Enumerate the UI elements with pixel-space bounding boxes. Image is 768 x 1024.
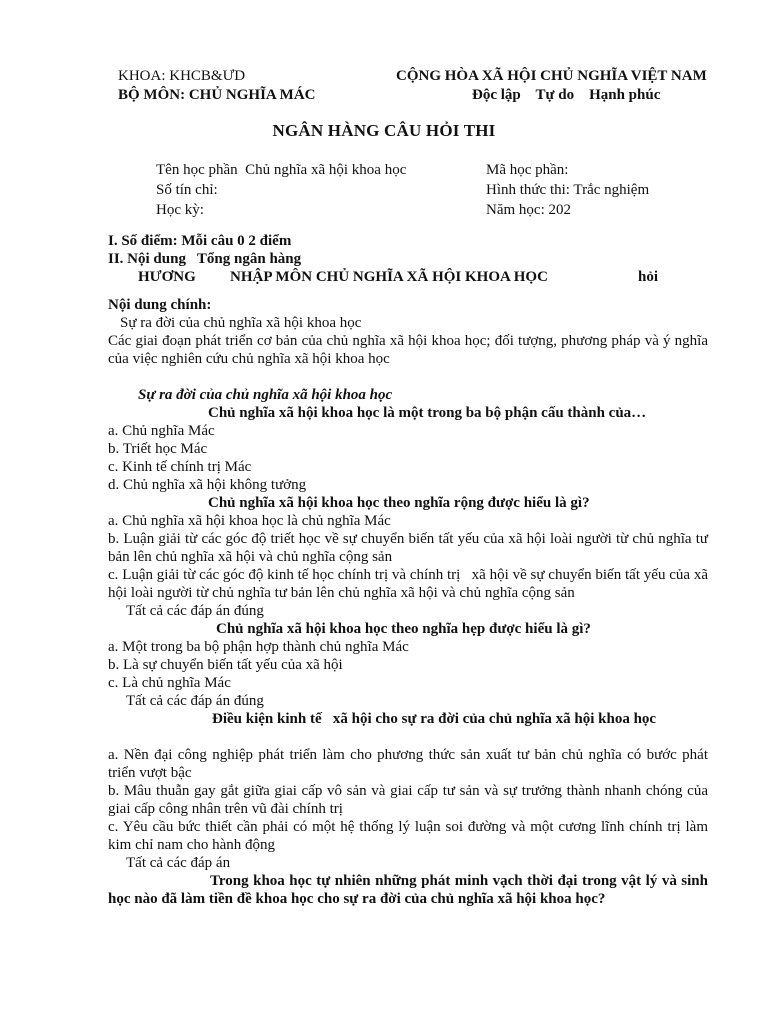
credits-label: Số tín chỉ: [156, 182, 218, 198]
answer-option: Tất cả các đáp án [126, 855, 231, 871]
chapter-suffix: hỏi [638, 269, 659, 285]
main-content-label: Nội dung chính: [108, 297, 212, 313]
answer-option: c. Kinh tế chính trị Mác [108, 459, 252, 475]
answer-option: c. Là chủ nghĩa Mác [108, 675, 231, 691]
course-name: Tên học phần Chủ nghĩa xã hội khoa học [156, 162, 407, 178]
answer-option: a. Một trong ba bộ phận hợp thành chủ nghĩa Mác [108, 639, 409, 655]
question: Điều kiện kinh tế xã hội cho sự ra đời của chủ nghĩa xã hội khoa học [212, 711, 657, 727]
question: Chủ nghĩa xã hội khoa học theo nghĩa hẹp được hiểu là gì? [216, 621, 591, 637]
answer-option: b. Mâu thuẫn gay gắt giữa giai cấp vô sản và giai cấp tư sản và sự trưởng thành nhanh chóng của giai cấp công nhân trên vũ đài chính trị [108, 783, 708, 817]
question: Trong khoa học tự nhiên những phát minh vạch thời đại trong vật lý và sinh học nào đã làm tiền đề khoa học cho sự ra đời của chủ nghĩa xã hội khoa học? [108, 873, 708, 907]
header-right [396, 67, 707, 105]
answer-option: d. Chủ nghĩa xã hội không tưởng [108, 477, 307, 493]
question: Chủ nghĩa xã hội khoa học là một trong ba bộ phận cấu thành của… [208, 405, 647, 421]
document-body [108, 232, 712, 908]
faculty-label: KHOA: KHCB&ƯD [118, 68, 246, 84]
exam-form-label: Hình thức thi: Trắc nghiệm [486, 182, 650, 198]
answer-option: a. Chủ nghĩa xã hội khoa học là chủ nghĩa Mác [108, 513, 391, 529]
main-point: Các giai đoạn phát triển cơ bản của chủ nghĩa xã hội khoa học; đối tượng, phương pháp và ý nghĩa của việc nghiên cứu chủ nghĩa xã hội khoa học [108, 333, 708, 367]
section-score: I. Số điểm: Mỗi câu 0 2 điểm [108, 233, 292, 249]
semester-label: Học kỳ: [156, 202, 204, 218]
course-code-label: Mã học phần: [486, 162, 569, 178]
answer-option: a. Chủ nghĩa Mác [108, 423, 215, 439]
year-label: Năm học: 202 [486, 202, 571, 218]
chapter-title: NHẬP MÔN CHỦ NGHĨA XÃ HỘI KHOA HỌC [230, 269, 548, 285]
department-label: BỘ MÔN: CHỦ NGHĨA MÁC [118, 87, 316, 103]
answer-option: c. Yêu cầu bức thiết cần phải có một hệ thống lý luận soi đường và một cương lĩnh chính trị làm kim chỉ nam cho hành động [108, 819, 708, 853]
answer-option: b. Luận giải từ các góc độ triết học về sự chuyển biến tất yếu của xã hội loài người từ chủ nghĩa tư bản lên chủ nghĩa xã hội và chủ nghĩa cộng sản [108, 531, 712, 565]
chapter-heading [108, 268, 708, 286]
answer-option: Tất cả các đáp án đúng [126, 603, 264, 619]
section-content: II. Nội dung Tổng ngân hàng [108, 251, 302, 267]
chapter-number: HƯƠNG [138, 269, 196, 285]
motto-label: Độc lập Tự do Hạnh phúc [472, 87, 661, 103]
main-point: Sự ra đời của chủ nghĩa xã hội khoa học [120, 315, 362, 331]
answer-option: b. Là sự chuyển biến tất yếu của xã hội [108, 657, 343, 673]
answer-option: c. Luận giải từ các góc độ kinh tế học chính trị và chính trị xã hội về sự chuyển biến tất yếu của xã hội loài người từ chủ nghĩa tư bản lên chủ nghĩa xã hội và chủ nghĩa cộng sản [108, 567, 712, 601]
subsection-heading: Sự ra đời của chủ nghĩa xã hội khoa học [138, 387, 393, 403]
republic-label: CỘNG HÒA XÃ HỘI CHỦ NGHĨA VIỆT NAM [396, 68, 707, 84]
answer-option: Tất cả các đáp án đúng [126, 693, 264, 709]
course-info-right [486, 160, 649, 220]
answer-option: b. Triết học Mác [108, 441, 208, 457]
question: Chủ nghĩa xã hội khoa học theo nghĩa rộng được hiểu là gì? [208, 495, 590, 511]
answer-option: a. Nền đại công nghiệp phát triển làm cho phương thức sản xuất tư bản chủ nghĩa có bước phát triển vượt bậc [108, 747, 708, 781]
header-left [118, 67, 316, 105]
course-info-left [156, 160, 406, 220]
document-title: NGÂN HÀNG CÂU HỎI THI [272, 121, 496, 140]
